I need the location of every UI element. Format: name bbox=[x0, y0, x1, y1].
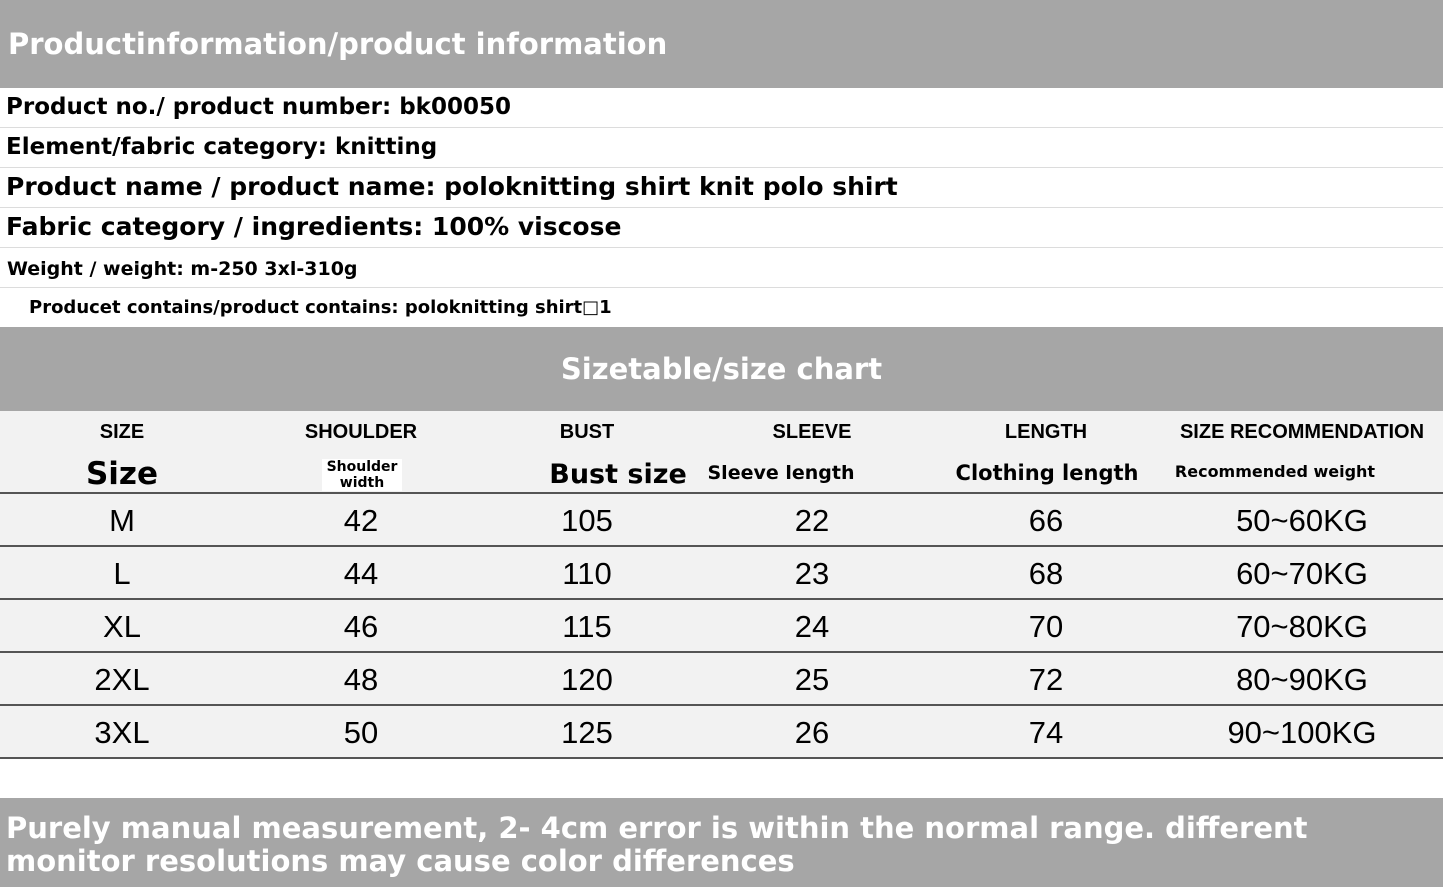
cell-shoulder: 44 bbox=[343, 556, 379, 591]
info-weight: Weight / weight: m-250 3xl-310g bbox=[7, 258, 358, 280]
info-row-ingredients bbox=[0, 208, 1443, 248]
info-contents: Producet contains/product contains: poloknitting shirt□1 bbox=[29, 297, 612, 318]
info-fabric-category: Element/fabric category: knitting bbox=[6, 134, 438, 160]
measurement-note: Purely manual measurement, 2- 4cm error is within the normal range. different monitor resolutions may cause color differences bbox=[6, 811, 1308, 878]
info-row-fabric-category bbox=[0, 128, 1443, 168]
product-info-header bbox=[0, 0, 1443, 88]
cell-length: 66 bbox=[1028, 503, 1064, 538]
cell-length: 68 bbox=[1028, 556, 1064, 591]
row-divider bbox=[0, 492, 1443, 494]
info-product-number: Product no./ product number: bk00050 bbox=[6, 94, 511, 120]
cell-bust: 115 bbox=[562, 609, 612, 644]
cell-recommendation: 80~90KG bbox=[1236, 662, 1368, 697]
cell-sleeve: 22 bbox=[794, 503, 830, 538]
info-ingredients: Fabric category / ingredients: 100% viscose bbox=[6, 212, 622, 241]
subheader-recommended-weight: Recommended weight bbox=[1174, 462, 1376, 481]
cell-bust: 120 bbox=[561, 662, 613, 697]
subheader-clothing-length: Clothing length bbox=[955, 461, 1139, 485]
row-divider bbox=[0, 651, 1443, 653]
cell-recommendation: 70~80KG bbox=[1236, 609, 1368, 644]
column-header-sleeve: SLEEVE bbox=[772, 421, 852, 443]
column-header-length: LENGTH bbox=[1004, 421, 1088, 443]
column-header-size: SIZE bbox=[99, 421, 145, 443]
cell-bust: 110 bbox=[562, 556, 612, 591]
column-header-size-recommendation: SIZE RECOMMENDATION bbox=[1179, 421, 1425, 443]
row-divider bbox=[0, 545, 1443, 547]
info-row-weight bbox=[0, 248, 1443, 288]
size-chart-title: Sizetable/size chart bbox=[560, 352, 883, 386]
subheader-bust-size: Bust size bbox=[549, 459, 687, 490]
cell-length: 74 bbox=[1028, 715, 1064, 750]
cell-bust: 105 bbox=[561, 503, 613, 538]
cell-sleeve: 26 bbox=[794, 715, 830, 750]
cell-length: 70 bbox=[1028, 609, 1064, 644]
row-divider bbox=[0, 598, 1443, 600]
row-divider bbox=[0, 757, 1443, 759]
cell-shoulder: 50 bbox=[343, 715, 379, 750]
cell-sleeve: 23 bbox=[794, 556, 830, 591]
subheader-size: Size bbox=[85, 456, 159, 492]
cell-shoulder: 42 bbox=[343, 503, 379, 538]
row-divider bbox=[0, 704, 1443, 706]
cell-size: 2XL bbox=[94, 662, 150, 697]
cell-recommendation: 90~100KG bbox=[1227, 715, 1377, 750]
info-row-contents bbox=[0, 288, 1443, 327]
subheader-sleeve-length: Sleeve length bbox=[707, 462, 855, 484]
cell-recommendation: 60~70KG bbox=[1236, 556, 1368, 591]
product-info-title: Productinformation/product information bbox=[8, 27, 668, 61]
cell-size: M bbox=[109, 503, 135, 538]
cell-sleeve: 25 bbox=[794, 662, 830, 697]
cell-sleeve: 24 bbox=[794, 609, 830, 644]
column-header-shoulder: SHOULDER bbox=[304, 421, 418, 443]
column-header-bust: BUST bbox=[559, 421, 615, 443]
cell-bust: 125 bbox=[561, 715, 613, 750]
info-row-product-number bbox=[0, 88, 1443, 128]
subheader-shoulder-width: Shoulder width bbox=[322, 459, 402, 491]
info-product-name: Product name / product name: poloknitting shirt knit polo shirt bbox=[6, 172, 898, 201]
cell-size: 3XL bbox=[94, 715, 150, 750]
cell-size: XL bbox=[103, 609, 141, 644]
cell-shoulder: 48 bbox=[343, 662, 379, 697]
cell-size: L bbox=[113, 556, 131, 591]
info-row-product-name bbox=[0, 168, 1443, 208]
cell-recommendation: 50~60KG bbox=[1236, 503, 1368, 538]
cell-length: 72 bbox=[1028, 662, 1064, 697]
cell-shoulder: 46 bbox=[343, 609, 379, 644]
